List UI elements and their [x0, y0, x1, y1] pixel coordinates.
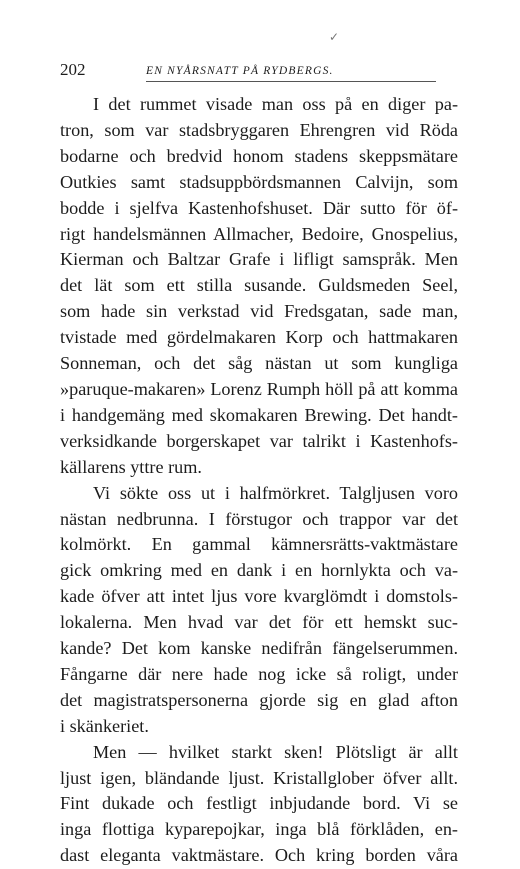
text-line: bodde i sjelfva Kastenhofshuset. Där sutto för öf- — [60, 197, 458, 218]
text-line: tvistade med gördelmakaren Korp och hattmakaren — [60, 327, 458, 348]
text-line: som hade sin verkstad vid Fredsgatan, sade man, — [60, 301, 458, 322]
header-rule — [146, 81, 436, 82]
text-line: kolmörkt. En gammal kämnersrätts-vaktmästare — [60, 534, 458, 555]
text-line: i handgemäng med skomakaren Brewing. Det handt- — [60, 404, 458, 425]
text-line: Fångarne där nere hade nog icke så roligt, under — [60, 663, 458, 684]
text-line: det magistratspersonerna gjorde sig en glad afton — [60, 689, 458, 710]
text-line: bodarne och bredvid honom stadens skeppsmätare — [60, 145, 458, 166]
page-number: 202 — [60, 60, 86, 79]
paragraph-2 — [60, 481, 458, 740]
page-header — [60, 60, 460, 82]
text-line: inga flottiga kyparepojkar, inga blå förklåden, en- — [60, 819, 458, 840]
text-line: Vi sökte oss ut i halfmörkret. Talgljusen voro — [93, 482, 458, 503]
text-line: Sonneman, och det såg nästan ut som kungliga — [60, 353, 458, 374]
text-line: »paruque-makaren» Lorenz Rumph höll på att komma — [60, 378, 458, 399]
text-line: kade öfver att intet ljus vore kvarglömdt i domstols- — [60, 586, 458, 607]
text-line: gick omkring med en dank i en hornlykta och va- — [60, 560, 458, 581]
text-line: Kierman och Baltzar Grafe i lifligt samspråk. Men — [60, 249, 458, 270]
text-line: dast eleganta vaktmästare. Och kring borden våra — [60, 845, 458, 866]
text-line: tron, som var stadsbryggaren Ehrengren vid Röda — [60, 119, 458, 140]
text-line: I det rummet visade man oss på en diger pa- — [93, 94, 458, 114]
text-line: kande? Det kom kanske nedifrån fängelserummen. — [60, 638, 458, 659]
running-title: EN NYÅRSNATT PÅ RYDBERGS. — [146, 65, 334, 77]
text-line: verksidkande borgerskapet var talrikt i Kastenhofs- — [60, 430, 458, 451]
text-line: Men — hvilket starkt sken! Plötsligt är allt — [93, 741, 458, 762]
text-line: i skänkeriet. — [60, 715, 149, 736]
pencil-mark: ✓ — [329, 30, 340, 44]
text-line: Outkies samt stadsuppbördsmannen Calvijn, som — [60, 171, 458, 192]
text-line: källarens yttre rum. — [60, 456, 202, 477]
text-line: Fint dukade och festligt inbjudande bord. Vi se — [60, 793, 458, 814]
text-line: lokalerna. Men hvad var det för ett hemskt suc- — [60, 612, 458, 633]
paragraph-1 — [60, 92, 458, 481]
text-line: nästan nedbrunna. I förstugor och trappor var det — [60, 508, 458, 529]
text-line: rigt handelsmännen Allmacher, Bedoire, Gnospelius, — [60, 223, 458, 244]
text-line: det lät som ett stilla susande. Guldsmeden Seel, — [60, 275, 458, 296]
text-line: ljust igen, bländande ljust. Kristallglober öfver allt. — [60, 767, 458, 788]
body-text — [60, 92, 458, 869]
paragraph-3 — [60, 740, 458, 869]
